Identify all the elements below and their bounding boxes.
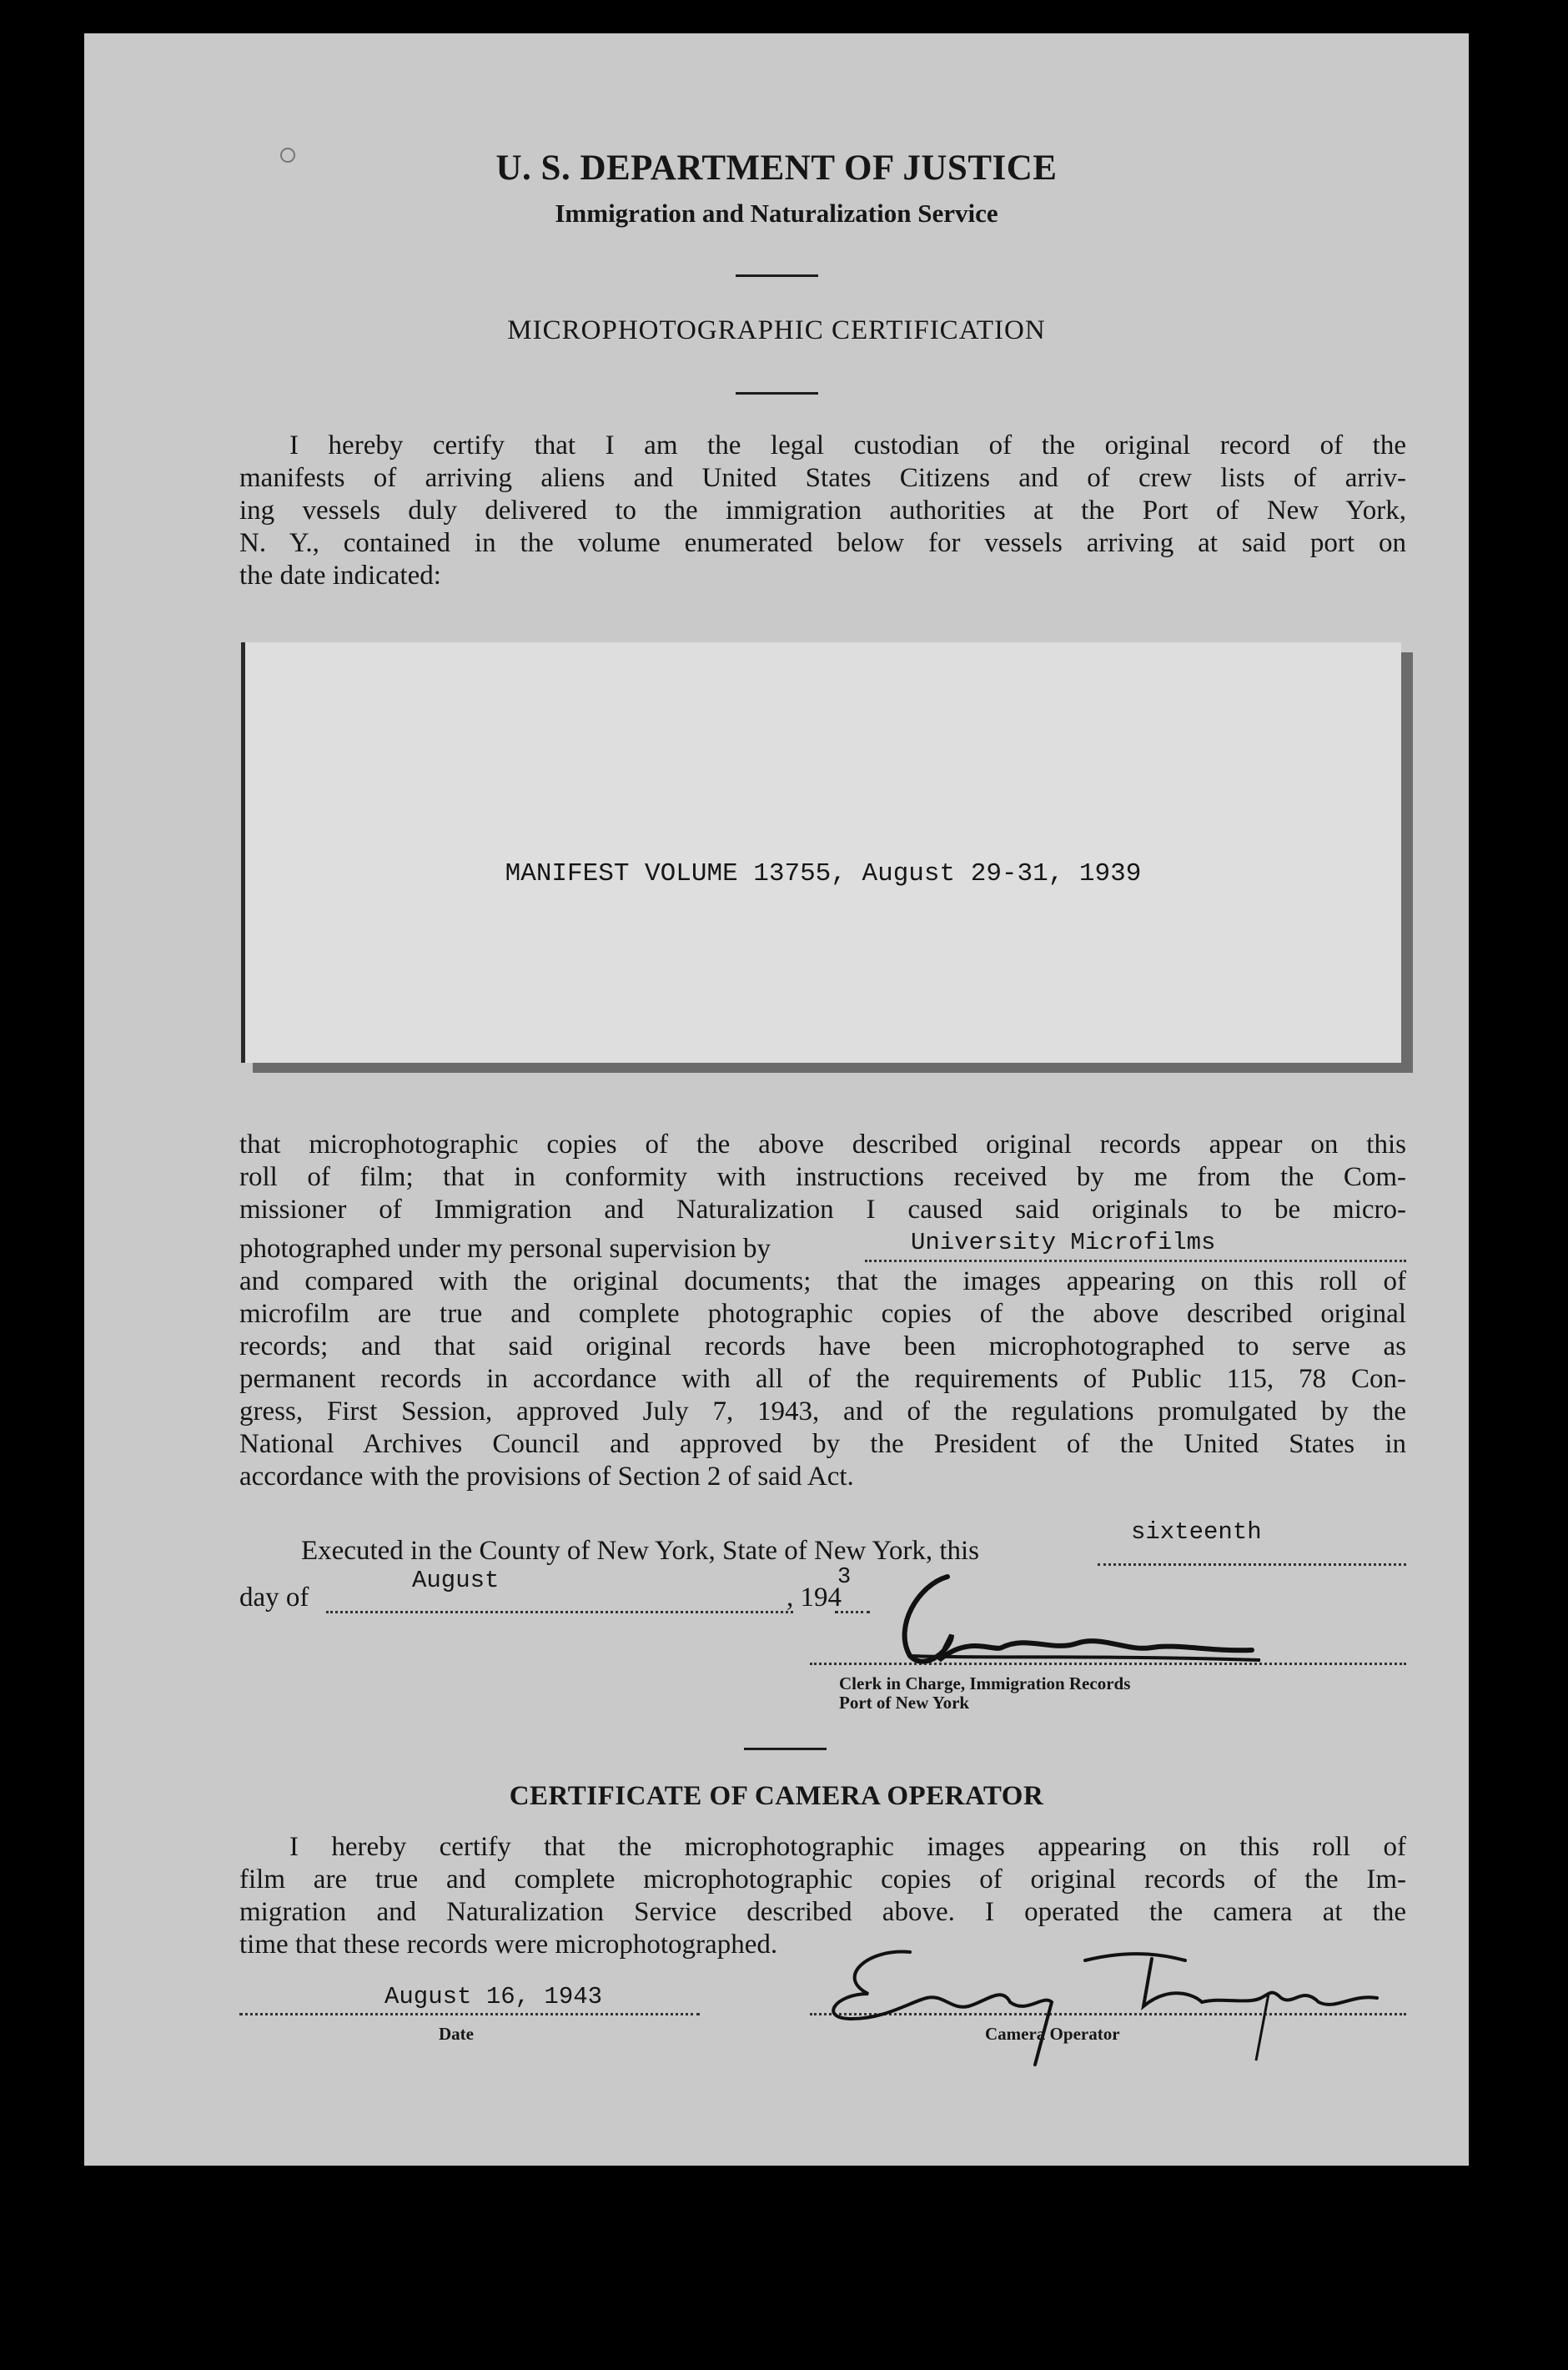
manifest-card bbox=[241, 642, 1401, 1063]
service-subheading: Immigration and Naturalization Service bbox=[555, 199, 998, 228]
microfilm-company-value: University Microfilms bbox=[911, 1229, 1216, 1256]
camera-certificate-heading: CERTIFICATE OF CAMERA OPERATOR bbox=[509, 1781, 1044, 1811]
intro-line: manifests of arriving aliens and United States Citizens and of crew lists of arriv- bbox=[239, 463, 1406, 493]
camera-line: film are true and complete microphotographic copies of original records of the Im- bbox=[239, 1864, 1406, 1894]
month-dotted-line bbox=[326, 1611, 793, 1613]
body-line: permanent records in accordance with all of the requirements of Public 115, 78 Con- bbox=[239, 1364, 1406, 1394]
body-paragraph bbox=[239, 1129, 1406, 1493]
supervision-prefix: photographed under my personal supervision by bbox=[239, 1234, 771, 1264]
date-dotted-line bbox=[239, 2013, 700, 2015]
divider-rule bbox=[736, 392, 818, 395]
clerk-title-line1: Clerk in Charge, Immigration Records bbox=[839, 1673, 1131, 1693]
day-of-label: day of bbox=[239, 1583, 309, 1613]
camera-line: migration and Naturalization Service described above. I operated the camera at the bbox=[239, 1897, 1406, 1927]
body-line: missioner of Immigration and Naturalization I caused said originals to be micro- bbox=[239, 1195, 1406, 1225]
intro-paragraph bbox=[239, 430, 1406, 592]
clerk-signature bbox=[860, 1568, 1294, 1677]
divider-rule bbox=[736, 274, 818, 277]
document-title: MICROPHOTOGRAPHIC CERTIFICATION bbox=[507, 315, 1046, 345]
intro-line: the date indicated: bbox=[239, 561, 441, 591]
body-line: National Archives Council and approved by the President of the United States in bbox=[239, 1429, 1406, 1459]
intro-line: ing vessels duly delivered to the immigration authorities at the Port of New York, bbox=[239, 496, 1406, 526]
intro-line: N. Y., contained in the volume enumerated below for vessels arriving at said port on bbox=[239, 528, 1406, 558]
body-line: accordance with the provisions of Section 2 of said Act. bbox=[239, 1462, 854, 1492]
executed-line bbox=[301, 1535, 979, 1567]
month-value: August bbox=[412, 1567, 500, 1594]
intro-line: I hereby certify that I am the legal custodian of the original record of the bbox=[289, 430, 1406, 460]
body-line: and compared with the original documents; that the images appearing on this roll of bbox=[239, 1266, 1406, 1296]
year-prefix: , 194 bbox=[787, 1583, 842, 1613]
clerk-title-line2: Port of New York bbox=[839, 1693, 970, 1713]
department-heading: U. S. DEPARTMENT OF JUSTICE bbox=[495, 148, 1058, 188]
certificate-page bbox=[84, 33, 1469, 2166]
camera-line: I hereby certify that the microphotographic images appearing on this roll of bbox=[289, 1832, 1406, 1862]
supervision-dotted-line bbox=[865, 1260, 1406, 1262]
executed-prefix: Executed in the County of New York, State of New York, this bbox=[301, 1536, 980, 1566]
executed-day-dotted-line bbox=[1098, 1563, 1406, 1566]
body-line: records; and that said original records have been microphotographed to serve as bbox=[239, 1331, 1406, 1361]
body-line: roll of film; that in conformity with instructions received by me from the Com- bbox=[239, 1162, 1406, 1192]
divider-rule bbox=[744, 1748, 827, 1750]
body-line: microfilm are true and complete photographic copies of the above described original bbox=[239, 1299, 1406, 1329]
supervision-line bbox=[239, 1229, 1406, 1266]
body-line: that microphotographic copies of the above described original records appear on this bbox=[239, 1130, 1406, 1160]
date-label: Date bbox=[439, 2024, 474, 2044]
executed-day-value: sixteenth bbox=[1131, 1518, 1262, 1546]
year-digit-value: 3 bbox=[837, 1565, 852, 1590]
body-line: gress, First Session, approved July 7, 1943, and of the regulations promulgated by the bbox=[239, 1396, 1406, 1427]
manifest-volume-text: MANIFEST VOLUME 13755, August 29-31, 1939 bbox=[505, 859, 1142, 888]
camera-line: time that these records were microphotographed. bbox=[239, 1930, 778, 1960]
camera-operator-label: Camera Operator bbox=[985, 2024, 1120, 2044]
certificate-date-value: August 16, 1943 bbox=[384, 1983, 603, 2010]
camera-operator-signature bbox=[802, 1935, 1385, 2077]
